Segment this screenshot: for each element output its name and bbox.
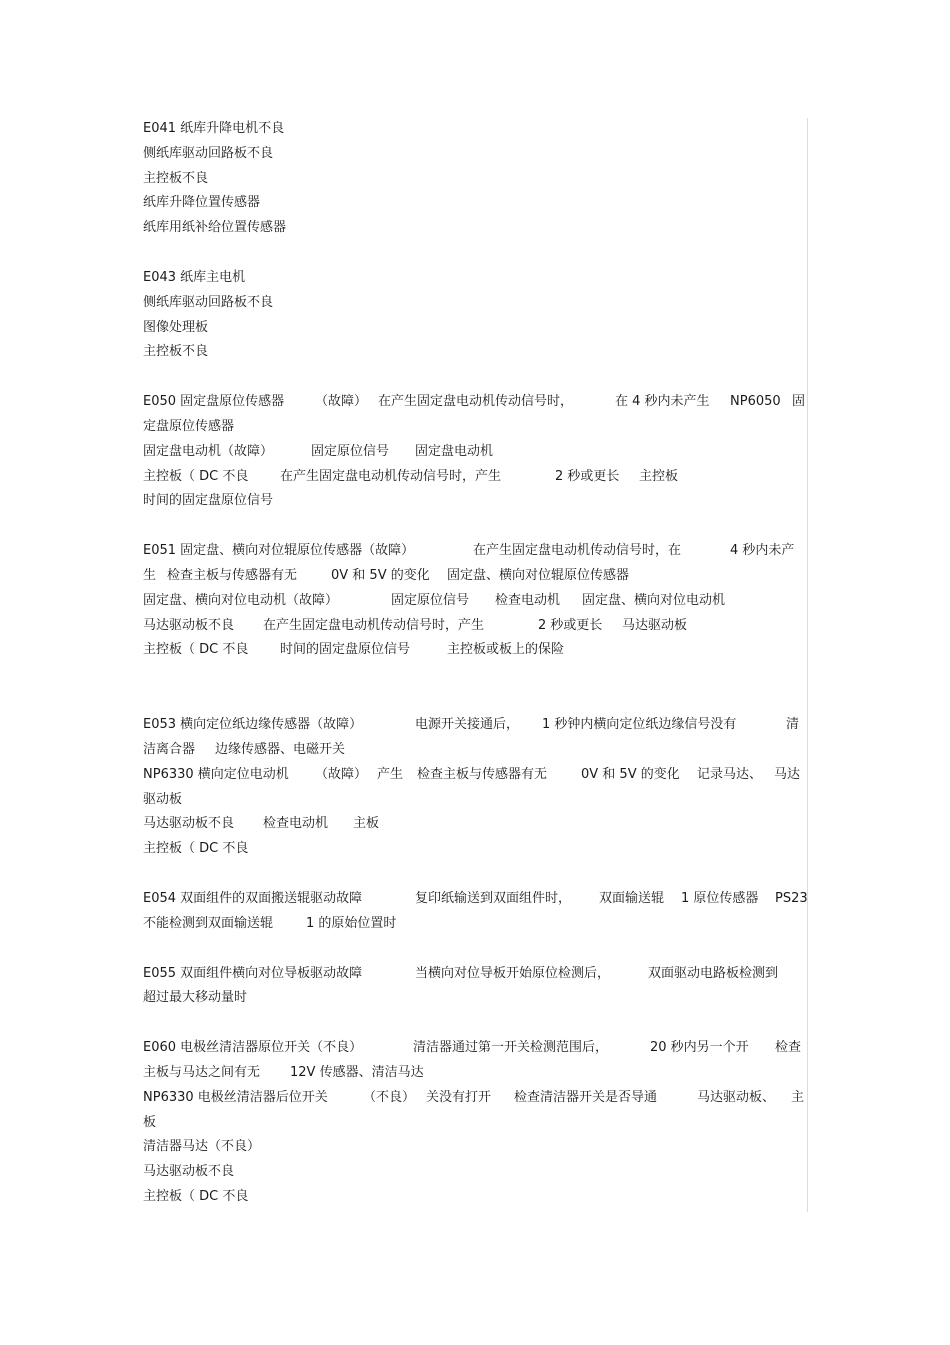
text-segment: 在 4 秒内未产生 [615,394,710,410]
text-segment: 侧纸库驱动回路板不良 [143,145,274,161]
text-segment: 12V 传感器、清洁马达 [290,1064,424,1080]
text-segment: 检查主板与传感器有无 [417,766,548,782]
text-line [143,1135,808,1160]
block-e055 [143,962,808,1012]
text-line [143,614,808,639]
text-segment: 主控板（ DC 不良 [143,468,249,484]
text-line [143,788,808,813]
text-segment: 固定盘、横向对位辊原位传感器 [447,567,630,583]
document-page [143,117,808,1210]
text-segment: 图像处理板 [143,319,209,335]
text-line [143,291,808,316]
block-e051 [143,539,808,663]
block-e041 [143,117,808,241]
text-line [143,738,808,763]
text-segment: 侧纸库驱动回路板不良 [143,294,274,310]
text-segment: 超过最大移动量时 [143,990,248,1006]
text-segment: 主控板不良 [143,170,209,186]
text-line [143,539,808,564]
text-segment: 1 的原始位置时 [306,915,397,931]
text-segment: 在产生固定盘电动机传动信号时， [378,394,574,410]
text-segment: 清洁器通过第一开关检测范围后， [413,1040,609,1056]
text-segment: 检查清洁器开关是否导通 [514,1089,658,1105]
text-segment: 主控板（ DC 不良 [143,1188,249,1204]
block-e054 [143,887,808,937]
text-segment: 检查主板与传感器有无 [167,567,298,583]
text-segment: 纸库用纸补给位置传感器 [143,220,287,236]
text-line [143,812,808,837]
text-line [143,1185,808,1210]
text-segment: PS23 [775,890,808,906]
text-segment: 固 [792,394,806,410]
text-line [143,962,808,987]
block-e050 [143,390,808,514]
text-segment: NP6050 [730,394,781,410]
text-segment: 检查电动机 [263,816,329,832]
text-line [143,887,808,912]
block-e053 [143,713,808,862]
text-segment: E041 纸库升降电机不良 [143,121,285,136]
text-segment: 马达驱动板、 [697,1089,776,1105]
block-e060 [143,1036,808,1210]
text-segment: 不能检测到双面输送辊 [143,915,274,931]
text-line [143,167,808,192]
text-line [143,1086,808,1111]
text-line [143,763,808,788]
text-line [143,912,808,937]
text-segment: 产生 [377,766,404,782]
text-segment: 固定盘、横向对位电动机（故障） [143,592,339,608]
text-segment: 主 [791,1089,805,1105]
text-segment: 马达驱动板不良 [143,816,235,832]
text-segment: 在产生固定盘电动机传动信号时，产生 [263,617,485,633]
text-segment: 2 秒或更长 [538,617,603,633]
text-line [143,1061,808,1086]
text-line [143,216,808,241]
text-segment: 复印纸输送到双面组件时， [415,890,572,906]
text-segment: 定盘原位传感器 [143,418,235,434]
text-segment: 马达 [774,766,801,782]
text-segment: 4 秒内未产 [730,543,795,559]
text-segment: E054 双面组件的双面搬送辊驱动故障 [143,890,363,906]
text-segment: 主板与马达之间有无 [143,1064,261,1080]
text-line [143,390,808,415]
text-segment: 固定盘、横向对位电动机 [582,592,726,608]
text-line [143,837,808,862]
text-line [143,340,808,365]
text-segment: 在产生固定盘电动机传动信号时，在 [473,543,682,559]
text-line [143,465,808,490]
text-segment: 1 原位传感器 [681,890,759,906]
text-segment: 马达驱动板不良 [143,1164,235,1180]
text-segment: 主控板不良 [143,344,209,360]
text-line [143,415,808,440]
text-segment: 记录马达、 [697,766,763,782]
text-line [143,1160,808,1185]
text-line [143,713,808,738]
text-segment: 2 秒或更长 [555,468,620,484]
text-segment: 主控板（ DC 不良 [143,841,249,857]
text-segment: 清洁器马达（不良） [143,1139,261,1155]
text-line [143,191,808,216]
text-segment: 主控板（ DC 不良 [143,642,249,658]
text-segment: 检查电动机 [495,592,561,608]
block-e043 [143,266,808,365]
text-segment: 纸库升降位置传感器 [143,195,261,211]
text-line [143,266,808,291]
text-segment: 0V 和 5V 的变化 [581,766,680,782]
text-segment: E060 电极丝清洁器原位开关（不良） [143,1040,363,1056]
text-segment: 板 [143,1114,157,1130]
text-line [143,1111,808,1136]
text-segment: 清 [786,717,800,733]
text-segment: 电源开关接通后， [415,717,520,733]
text-line [143,440,808,465]
text-line [143,489,808,514]
text-segment: E055 双面组件横向对位导板驱动故障 [143,965,363,981]
text-line [143,316,808,341]
text-line [143,564,808,589]
text-segment: （故障） [315,394,368,410]
text-segment: 生 [143,567,157,583]
text-line [143,589,808,614]
text-segment: 主控板或板上的保险 [447,642,565,658]
text-segment: 20 秒内另一个开 [650,1040,749,1056]
text-segment: （不良） [363,1089,416,1105]
text-segment: 驱动板 [143,791,183,807]
text-line [143,638,808,663]
text-segment: 当横向对位导板开始原位检测后， [415,965,611,981]
text-segment: E051 固定盘、横向对位辊原位传感器（故障） [143,543,415,559]
text-segment: NP6330 电极丝清洁器后位开关 [143,1089,328,1105]
text-line [143,1036,808,1061]
text-segment: 马达驱动板不良 [143,617,235,633]
text-segment: 固定原位信号 [391,592,470,608]
text-segment: 固定盘电动机（故障） [143,443,274,459]
text-segment: 在产生固定盘电动机传动信号时，产生 [280,468,502,484]
text-segment: 主板 [353,816,380,832]
text-segment: （故障） [315,766,368,782]
text-segment: 1 秒钟内横向定位纸边缘信号没有 [542,717,737,733]
text-segment: 关没有打开 [426,1089,492,1105]
text-segment: 洁离合器 [143,741,196,757]
text-segment: 0V 和 5V 的变化 [331,567,430,583]
text-segment: 固定盘电动机 [415,443,494,459]
text-segment: 时间的固定盘原位信号 [143,493,274,509]
text-segment: 检查 [775,1040,802,1056]
text-segment: E043 纸库主电机 [143,269,246,285]
text-line [143,986,808,1011]
text-segment: 双面驱动电路板检测到 [648,965,779,981]
text-segment: 时间的固定盘原位信号 [280,642,411,658]
text-line [143,142,808,167]
text-segment: E053 横向定位纸边缘传感器（故障） [143,717,363,733]
text-segment: 双面输送辊 [599,890,665,906]
text-segment: 边缘传感器、电磁开关 [215,741,346,757]
text-segment: E050 固定盘原位传感器 [143,394,285,410]
text-segment: 马达驱动板 [622,617,688,633]
text-segment: 主控板 [639,468,679,484]
text-segment: NP6330 横向定位电动机 [143,766,289,782]
text-segment: 固定原位信号 [311,443,390,459]
text-line [143,117,808,142]
